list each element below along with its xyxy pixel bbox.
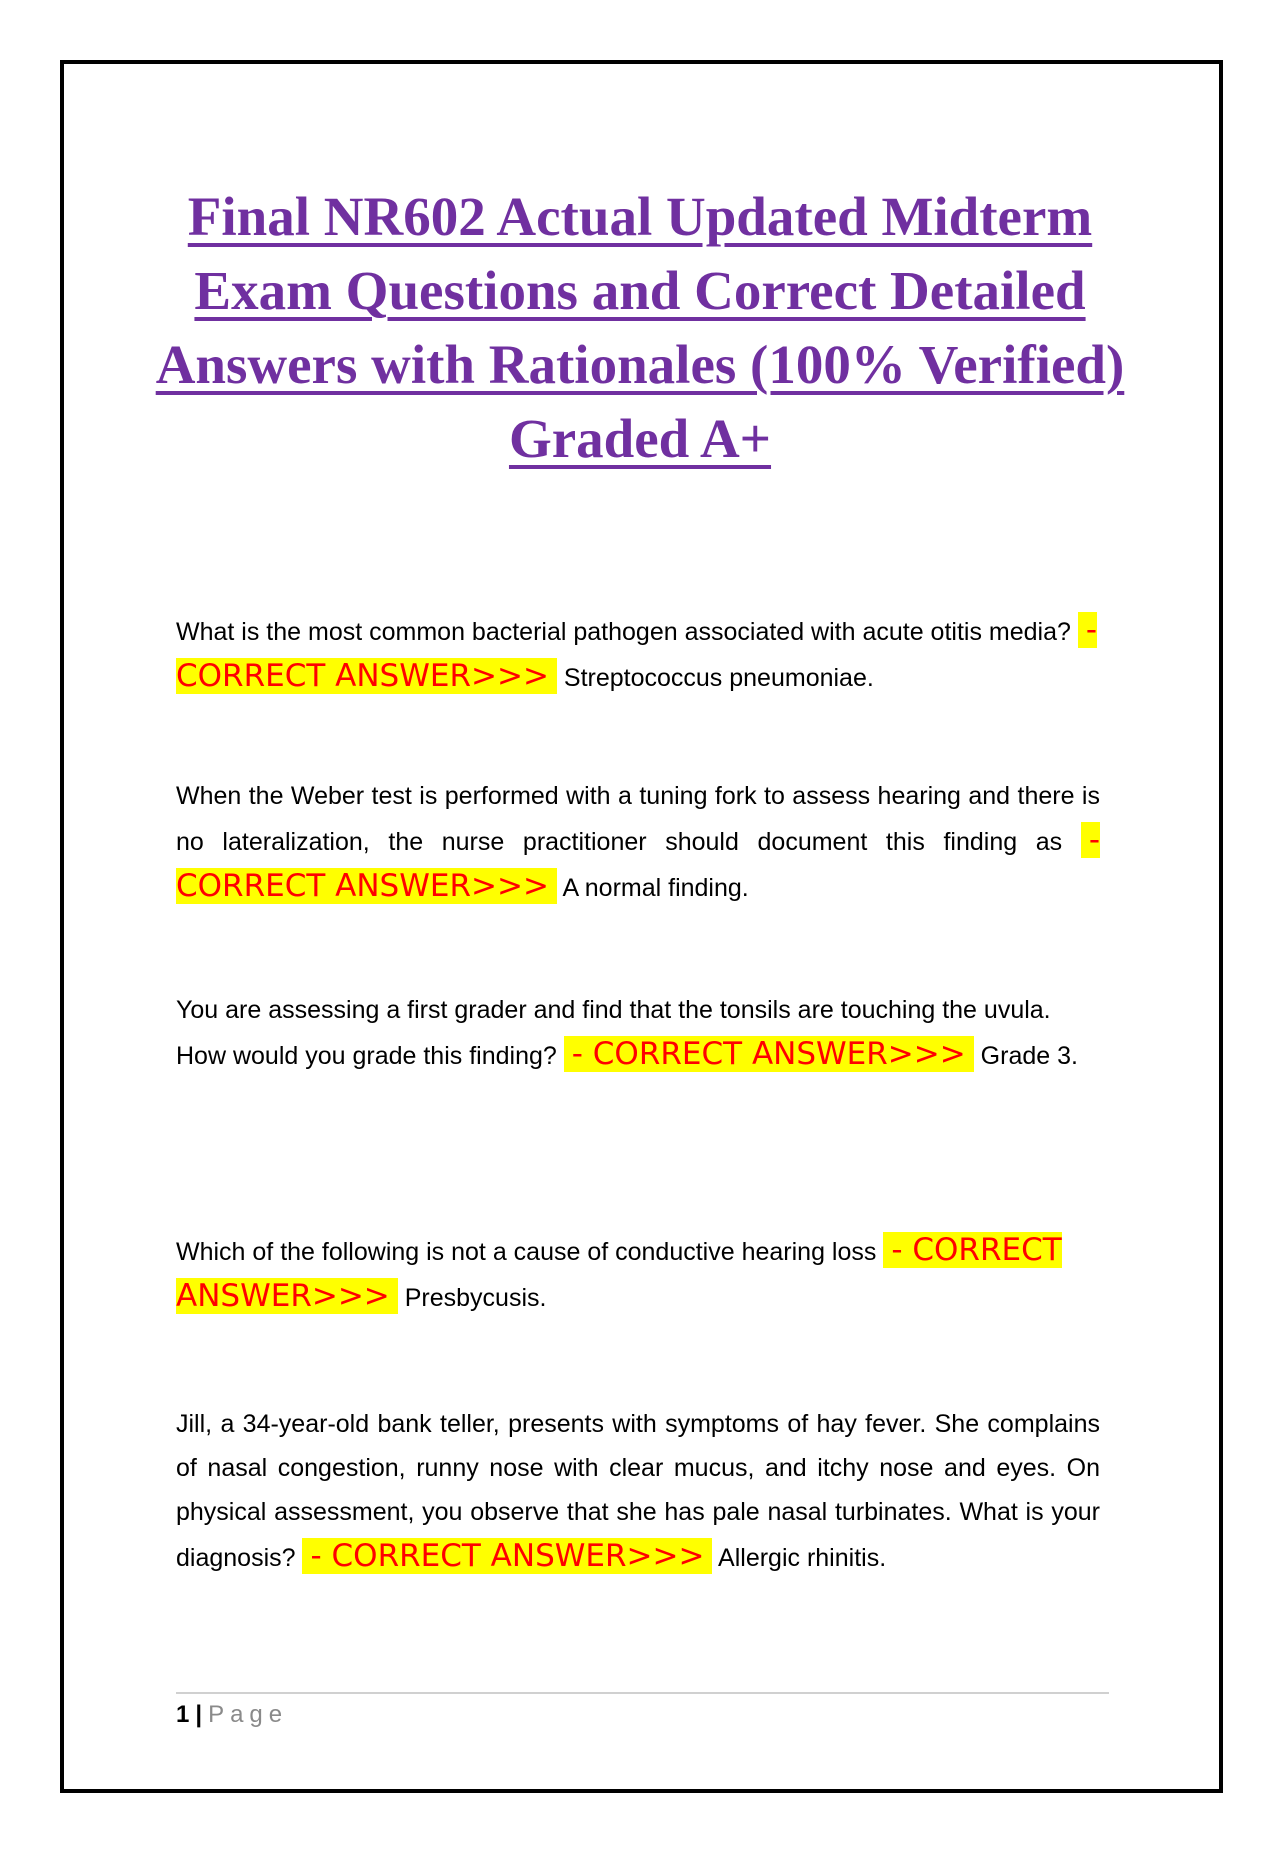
answer-text: A normal finding. (562, 874, 749, 902)
correct-answer-tag: - CORRECT ANSWER>>> (302, 1538, 712, 1574)
answer-text: Streptococcus pneumoniae. (563, 664, 874, 692)
qa-item-5 (176, 1402, 1100, 1580)
page-footer (176, 1698, 288, 1732)
question-text: Jill, a 34-year-old bank teller, presents with symptoms of hay fever. She complains of nasal congestion, runny nose with clear mucus, and itchy nose and eyes. On physical assessment, you observe that she has pale nasal turbinates. What is your diagnosis? (176, 1410, 1100, 1572)
correct-answer-tag: - CORRECT ANSWER>>> (176, 612, 1098, 694)
correct-answer-tag: - CORRECT ANSWER>>> (564, 1036, 974, 1072)
question-text: When the Weber test is performed with a tuning fork to assess hearing and there is no lateralization, the nurse practitioner should document this finding as (176, 782, 1100, 856)
question-text: You are assessing a first grader and find that the tonsils are touching the uvula. How would you grade this finding? (176, 996, 1051, 1070)
footer-rule (176, 1692, 1109, 1694)
qa-item-1 (176, 608, 1100, 700)
answer-text: Grade 3. (980, 1042, 1078, 1070)
correct-answer-tag: - CORRECT ANSWER>>> (176, 1232, 1062, 1314)
qa-item-2 (176, 774, 1100, 910)
qa-item-3 (176, 988, 1100, 1078)
answer-text: Presbycusis. (404, 1284, 547, 1312)
question-text: Which of the following is not a cause of conductive hearing loss (176, 1238, 877, 1266)
answer-text: Allergic rhinitis. (718, 1544, 887, 1572)
page-number: 1 (176, 1701, 190, 1728)
correct-answer-tag: - CORRECT ANSWER>>> (176, 822, 1100, 904)
document-title: Final NR602 Actual Updated Midterm Exam Questions and Correct Detailed Answers with Rationales (100% Verified) Graded A+ (155, 186, 1125, 469)
page-label: Page (208, 1701, 289, 1728)
qa-item-4 (176, 1228, 1100, 1320)
question-text: What is the most common bacterial pathogen associated with acute otitis media? (176, 618, 1071, 646)
footer-separator: | (195, 1701, 203, 1728)
